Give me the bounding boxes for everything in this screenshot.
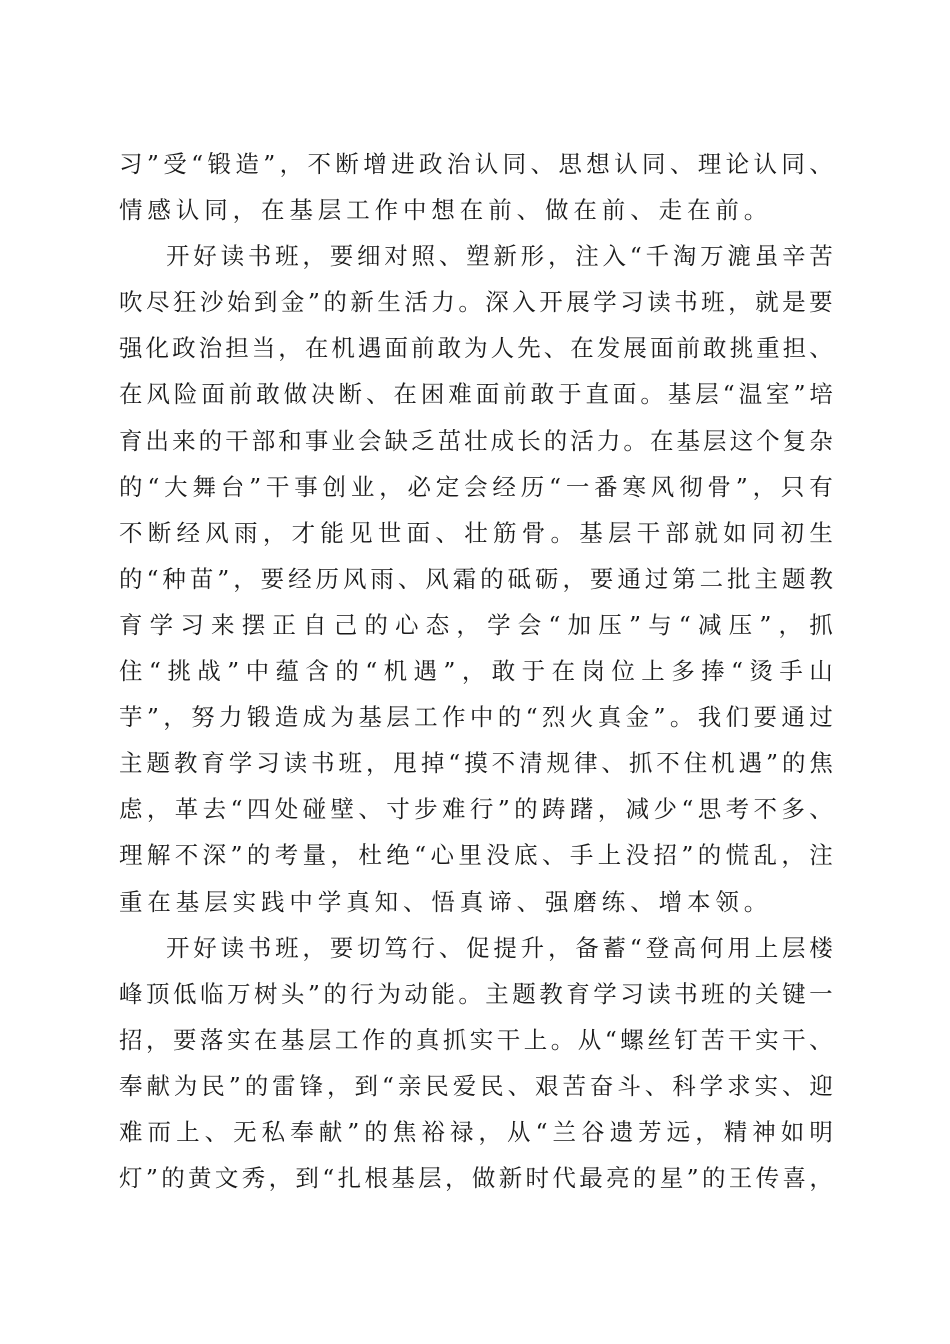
text-line: 育 学 习 来 摆 正 自 己 的 心 态 ， 学 会 “ 加 压 ” 与 “ 减 压 ” ， 抓 xyxy=(119,610,833,639)
text-line: 的 “ 大 舞 台 ” 干 事 创 业 ， 必 定 会 经 历 “ 一 番 寒 风 彻 骨 ” ， 只 有 xyxy=(119,472,833,501)
text-line: 虑 ， 革 去 “ 四 处 碰 壁 、 寸 步 难 行 ” 的 踌 躇 ， 减 少 “ 思 考 不 多 、 xyxy=(119,795,833,824)
body-text xyxy=(119,141,833,1201)
text-line: 在 风 险 面 前 敢 做 决 断 、 在 困 难 面 前 敢 于 直 面 。 基 层 “ 温 室 ” 培 xyxy=(119,380,833,409)
text-line: 情感认同，在基层工作中想在前、做在前、走在前。 xyxy=(119,196,773,225)
text-line: 灯 ” 的 黄 文 秀 ， 到 “ 扎 根 基 层 ， 做 新 时 代 最 亮 的 星 ” 的 王 传 喜 ， xyxy=(119,1164,833,1193)
text-line: 吹 尽 狂 沙 始 到 金 ” 的 新 生 活 力 。 深 入 开 展 学 习 读 书 班 ， 就 是 要 xyxy=(119,288,833,317)
text-line: 主 题 教 育 学 习 读 书 班 ， 甩 掉 “ 摸 不 清 规 律 、 抓 不 住 机 遇 ” 的 焦 xyxy=(119,749,833,778)
text-line: 的 “ 种 苗 ” ， 要 经 历 风 雨 、 风 霜 的 砥 砺 ， 要 通 过 第 二 批 主 题 教 xyxy=(119,564,833,593)
text-line: 奉 献 为 民 ” 的 雷 锋 ， 到 “ 亲 民 爱 民 、 艰 苦 奋 斗 、 科 学 求 实 、 迎 xyxy=(119,1071,833,1100)
text-line: 开 好 读 书 班 ， 要 切 笃 行 、 促 提 升 ， 备 蓄 “ 登 高 何 用 上 层 楼 xyxy=(166,933,833,962)
text-line: 难 而 上 、 无 私 奉 献 ” 的 焦 裕 禄 ， 从 “ 兰 谷 遗 芳 远 ， 精 神 如 明 xyxy=(119,1117,833,1146)
text-line: 住 “ 挑 战 ” 中 蕴 含 的 “ 机 遇 ” ， 敢 于 在 岗 位 上 多 捧 “ 烫 手 山 xyxy=(119,657,833,686)
text-line: 理 解 不 深 ” 的 考 量 ， 杜 绝 “ 心 里 没 底 、 手 上 没 招 ” 的 慌 乱 ， 注 xyxy=(119,841,833,870)
text-line: 习 ” 受 “ 锻 造 ” ， 不 断 增 进 政 治 认 同 、 思 想 认 同 、 理 论 认 同 、 xyxy=(119,150,833,178)
text-line: 峰 顶 低 临 万 树 头 ” 的 行 为 动 能 。 主 题 教 育 学 习 读 书 班 的 关 键 一 xyxy=(119,979,833,1008)
text-line: 育 出 来 的 干 部 和 事 业 会 缺 乏 茁 壮 成 长 的 活 力 。 在 基 层 这 个 复 杂 xyxy=(119,426,833,455)
text-line: 招 ， 要 落 实 在 基 层 工 作 的 真 抓 实 干 上 。 从 “ 螺 丝 钉 苦 干 实 干 、 xyxy=(119,1025,833,1054)
text-line: 重在基层实践中学真知、悟真谛、强磨练、增本领。 xyxy=(119,887,773,916)
text-line: 开 好 读 书 班 ， 要 细 对 照 、 塑 新 形 ， 注 入 “ 千 淘 万 漉 虽 辛 苦 xyxy=(166,242,833,271)
text-line: 强 化 政 治 担 当 ， 在 机 遇 面 前 敢 为 人 先 、 在 发 展 面 前 敢 挑 重 担 、 xyxy=(119,334,833,363)
text-line: 不 断 经 风 雨 ， 才 能 见 世 面 、 壮 筋 骨 。 基 层 干 部 就 如 同 初 生 xyxy=(119,518,833,547)
text-line: 芋 ” ， 努 力 锻 造 成 为 基 层 工 作 中 的 “ 烈 火 真 金 ” 。 我 们 要 通 过 xyxy=(119,703,833,732)
